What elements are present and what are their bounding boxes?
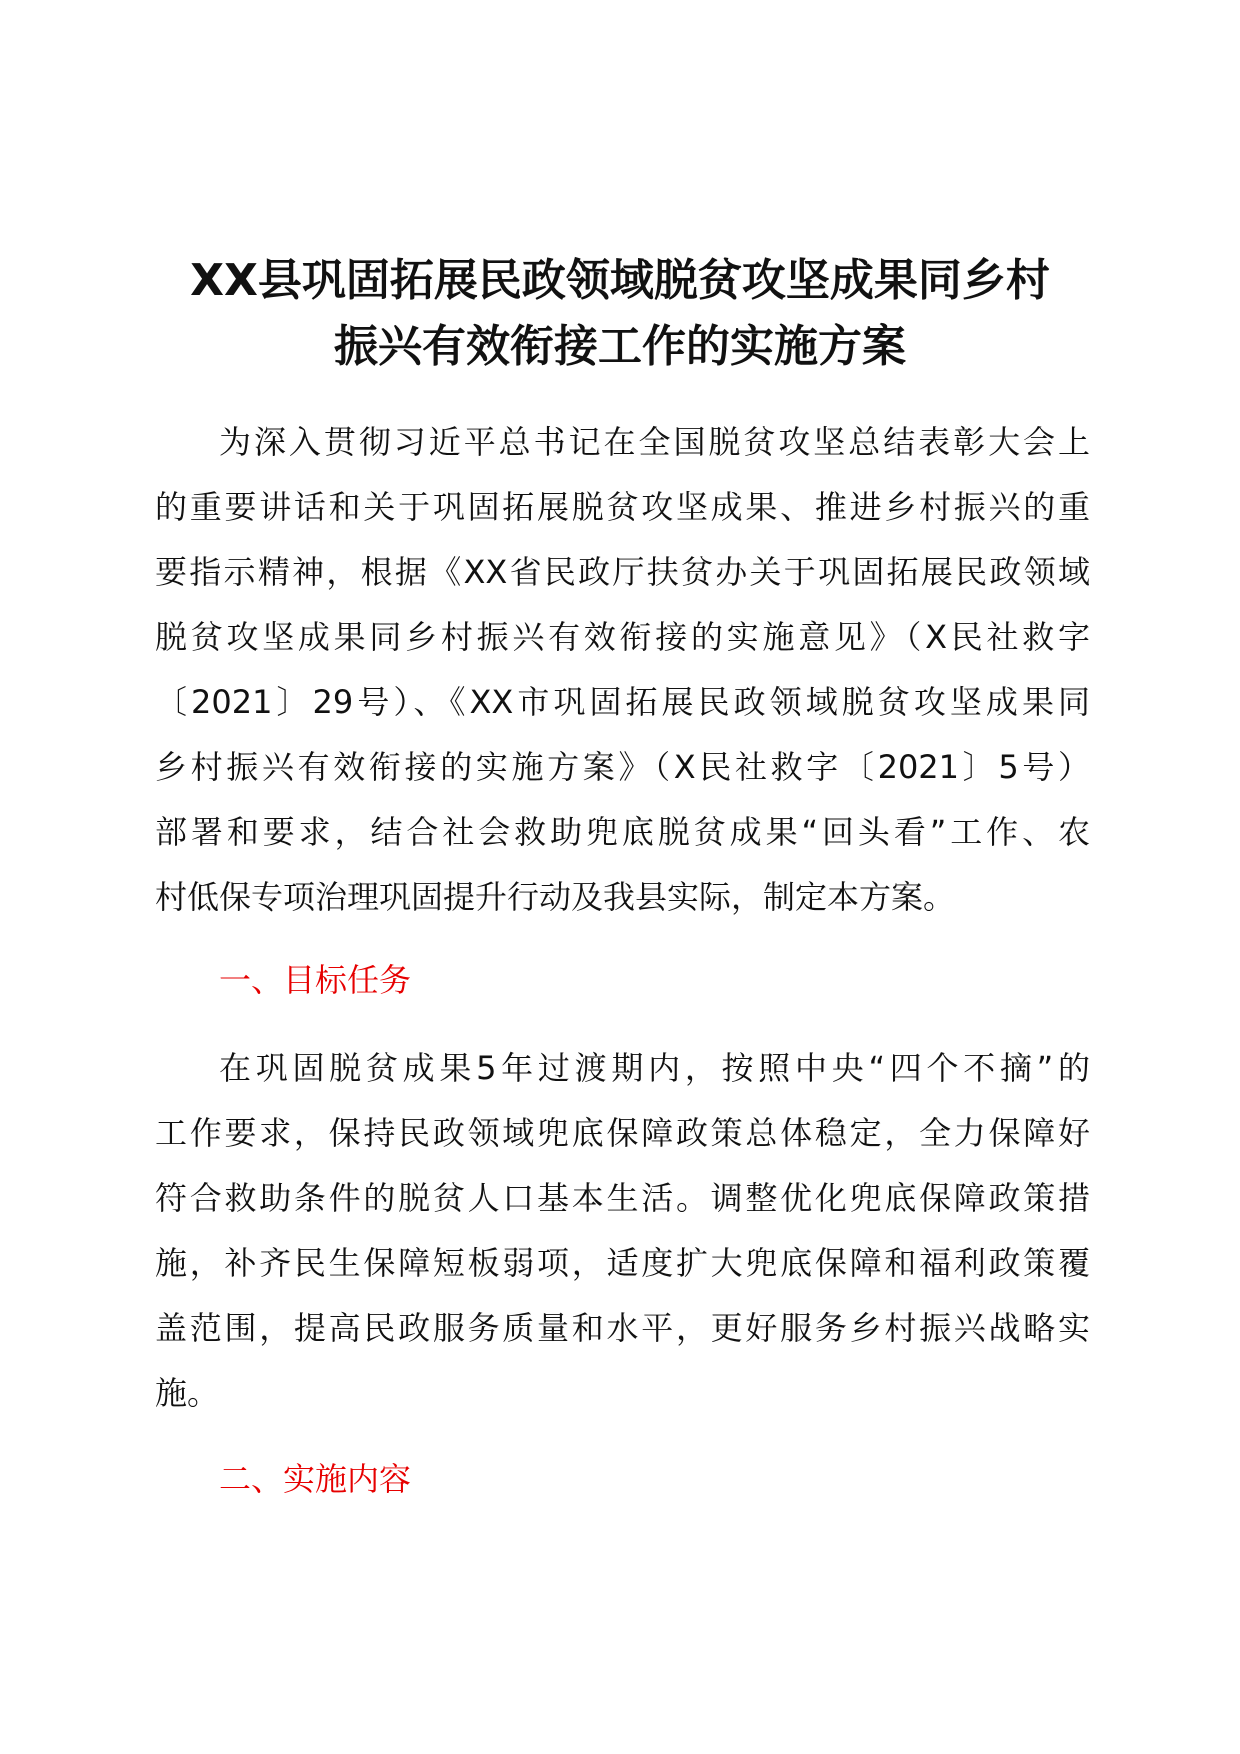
- goals-paragraph: [155, 1036, 1090, 1426]
- document-title: [155, 248, 1085, 380]
- paragraph-line: 的重要讲话和关于巩固拓展脱贫攻坚成果、推进乡村振兴的重: [155, 488, 1090, 526]
- paragraph-line: 部署和要求，结合社会救助兜底脱贫成果“回头看”工作、农: [155, 813, 1090, 851]
- paragraph-line: 为深入贯彻习近平总书记在全国脱贫攻坚总结表彰大会上: [219, 423, 1090, 461]
- paragraph-line: 要指示精神，根据《XX省民政厅扶贫办关于巩固拓展民政领域: [155, 553, 1090, 591]
- section-heading-content: 二、实施内容: [219, 1460, 412, 1498]
- section-heading-goals: 一、目标任务: [219, 961, 412, 999]
- title-line: 振兴有效衔接工作的实施方案: [334, 321, 906, 372]
- title-line: XX县巩固拓展民政领域脱贫攻坚成果同乡村: [190, 255, 1050, 306]
- intro-paragraph: [155, 410, 1090, 930]
- paragraph-line: 在巩固脱贫成果5年过渡期内，按照中央“四个不摘”的: [219, 1049, 1090, 1087]
- paragraph-line: 乡村振兴有效衔接的实施方案》（X民社救字〔2021〕5号）: [155, 748, 1090, 786]
- paragraph-line: 施。: [155, 1374, 220, 1412]
- paragraph-line: 工作要求，保持民政领域兜底保障政策总体稳定，全力保障好: [155, 1114, 1090, 1152]
- paragraph-line: 符合救助条件的脱贫人口基本生活。调整优化兜底保障政策措: [155, 1179, 1090, 1217]
- paragraph-line: 盖范围，提高民政服务质量和水平，更好服务乡村振兴战略实: [155, 1309, 1090, 1347]
- paragraph-line: 脱贫攻坚成果同乡村振兴有效衔接的实施意见》（X民社救字: [155, 618, 1090, 656]
- paragraph-line: 〔2021〕29号）、《XX市巩固拓展民政领域脱贫攻坚成果同: [155, 683, 1090, 721]
- paragraph-line: 施，补齐民生保障短板弱项，适度扩大兜底保障和福利政策覆: [155, 1244, 1090, 1282]
- paragraph-line: 村低保专项治理巩固提升行动及我县实际，制定本方案。: [155, 878, 956, 916]
